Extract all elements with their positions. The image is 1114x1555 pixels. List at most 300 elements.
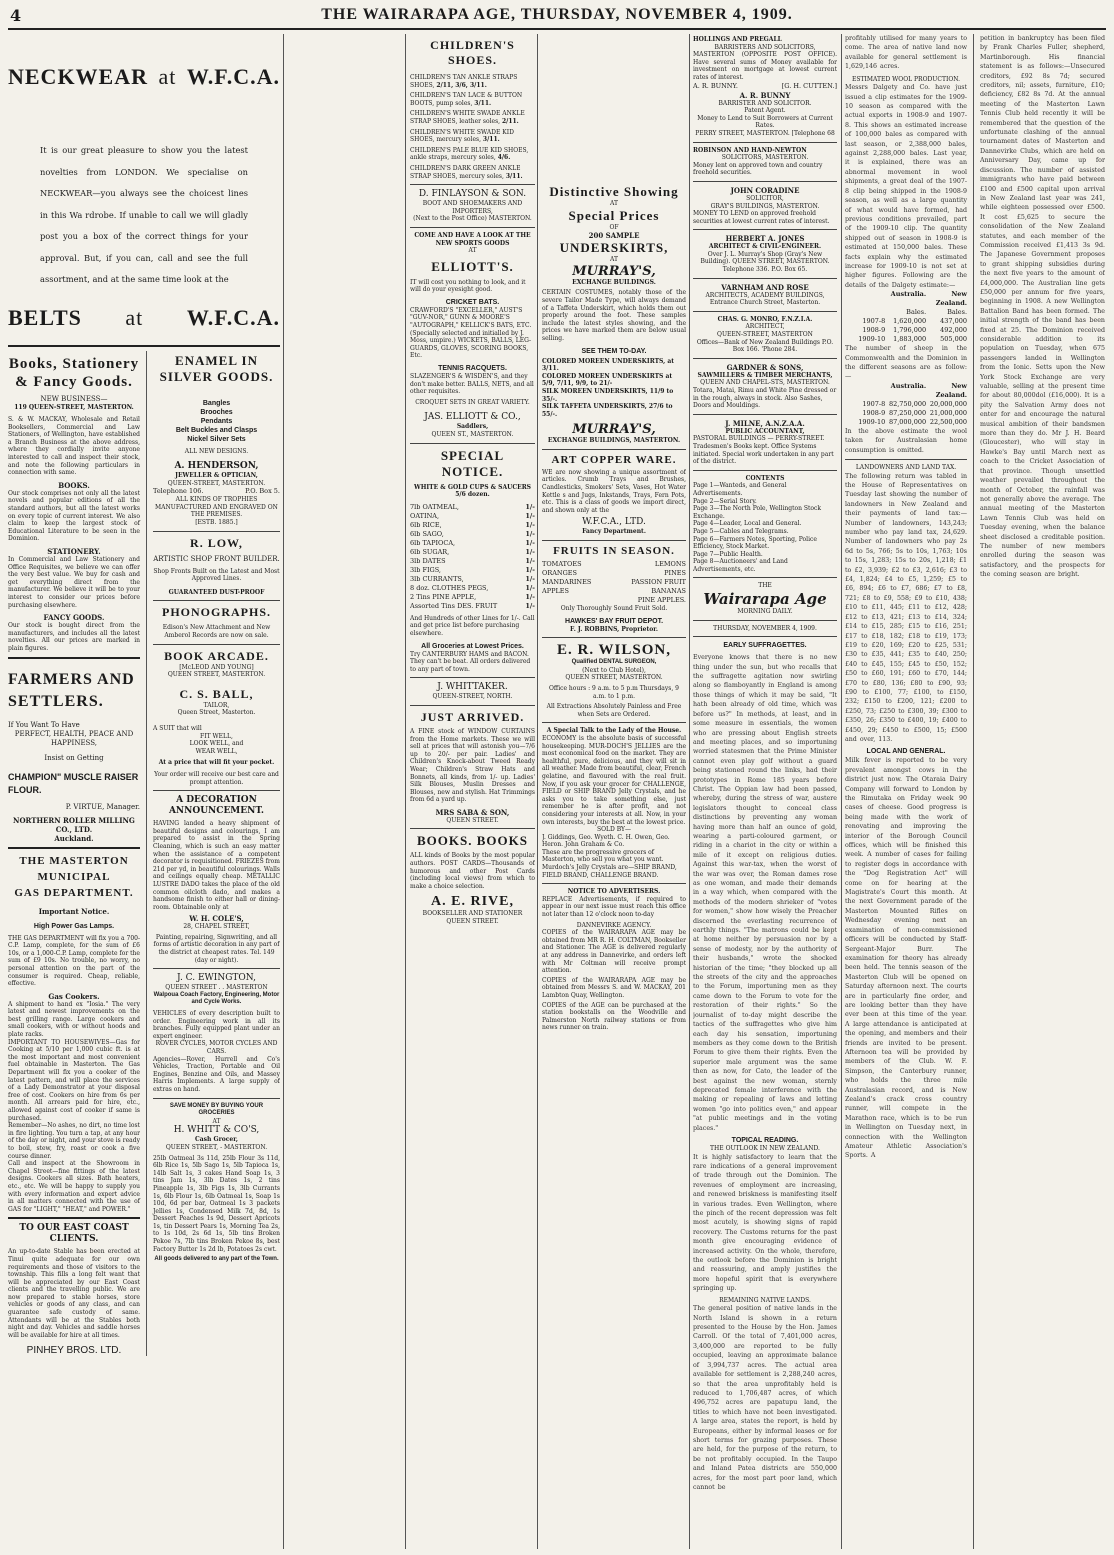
cole-name: W. H. COLE'S, [189, 914, 244, 924]
special-item [410, 575, 535, 584]
ewington-cycles: ROVER CYCLES, MOTOR CYCLES AND CARS. [155, 1040, 278, 1055]
column-4 [542, 34, 686, 1549]
native-continued: profitably utilised for many years to come. The area of native land now available for general settlement is 1,629,146 acres. [845, 35, 968, 71]
special-item [410, 548, 535, 557]
ball-trade: TAILOR, [203, 701, 230, 709]
books-body: S. & W. MACKAY, Wholesale and Retail Booksellers, Commercial and Law Stationers, of Wellington, have established a Branch Business at the above address, where they cordially invite anyone interested to call and inspect their stock, and note the following particulars in connection with same. [8, 416, 140, 477]
children-item [410, 92, 535, 107]
whitt-delivery: All goods delivered to any part of the Town. [154, 1256, 279, 1263]
contents-item: Page 4—Leader, Local and General. [693, 520, 802, 528]
whitt-trade: Cash Grocer, [194, 1136, 239, 1144]
jelly-sold: SOLD BY— [597, 826, 631, 834]
saba-address: QUEEN STREET. [446, 816, 499, 824]
wilson-hours: Office hours : 9 a.m. to 5 p.m Thursdays, 9 a.m. to 1 p.m. [549, 685, 679, 700]
rive-address: QUEEN STREET. [446, 918, 499, 926]
table-row [845, 418, 967, 427]
ewington-name: J. C. EWINGTON, [177, 973, 256, 984]
outlook-heading: THE OUTLOOK IN NEW ZEALAND. [710, 1144, 820, 1152]
special-item-price: 1/- [525, 529, 535, 538]
jones-name: HERBERT A. JONES [725, 234, 805, 244]
suit-line: WEAR WELL, [195, 747, 238, 755]
jelly-sellers-note: These are the progressive grocers of Masterton, who sell you what you want. [542, 848, 664, 864]
children-item-price: 3/11. [474, 99, 492, 107]
table-cell: 505,000 [940, 335, 968, 344]
fruit-name: TOMATOES [542, 560, 582, 569]
cole-text: Painting, repairing, Signwriting, and all forms of artistic decoration in any part of the district at cheapest rates. Tel. 149 (day or night). [153, 933, 280, 964]
special-item-name: 6lb TAPIOCA, [410, 538, 456, 547]
notice-text: REPLACE Advertisements, if required to appear in our next issue must reach this office not later than 12 o'clock noon to-day [542, 895, 686, 919]
samples-count: 200 SAMPLE [588, 231, 640, 241]
cricket-text: CRAWFORD'S "EXCELLER," AUST'S "GUV-NOR," GUNN & MOORE'S "AUTOGRAPH," KELLICK'S BATS, ETC. (Specially selected and initialled by J. Moss, umpire.) WICKETS, BALLS, LEG-GUARDS, GLOVES, SCORING BOOKS, Etc. [410, 306, 532, 360]
stationery-text: In Commercial and Law Stationery and Office Requisites, we believe we can offer the very best value. We buy for cash and get everything direct from the manufacturer. We believe it will be to your interest to consider our prices before purchasing elsewhere. [8, 556, 140, 609]
children-item-name: CHILDREN'S WHITE SWADE ANKLE STRAP SHOES, leather soles, [410, 110, 525, 125]
wool-heading: ESTIMATED WOOL PRODUCTION. [852, 75, 961, 83]
local-continued: petition in bankruptcy has been filed by Frank Charles Fuller, shepherd, Martinborough. His financial statement is as follows:—Unsecured creditors, £92 8s 7d; secured creditors, nil; assets, furniture, £10; deficiency, £82 8s 7d. At the annual meeting of the Masterton Lawn Tennis Club held recently it will be remembered that the question of the unfortunate clashing of the annual tournament dates of Masterton and Dannevirke Clubs, which are held on Anniversary Day, came up for discussion. The number of assisted immigrants who have paid between £100 and £500 capital upon arrival in New Zealand last year was 241, while eighteen possessed over £500. It cost £5,625 to secure the consolidation of the New Zealand statutes, and each member of the Commission received £1,413 3s 9d. The Japanese Government proposes to grant shipping subsidies during the next five years to the amount of £4,000,000. The Australian line gets £50,000 per annum for five years, beginning in 1908. A new Wellington Battalion Band has been formed. The initial strength of the band has been fixed at 25. The Dominion received considerable addition to its population on Tuesday, when 675 passengers landed in Wellington from the Ionic. Setts upon the New York Stock Exchange are very valuable, selling at the present time for about 80,000dol (£16,000). It is a pity the Salvation Army does not enter for and encourage the natural musical ambition of their bandsmen more than they do. Mr J. H. Beard (Gloucester), who will stay in Hawke's Bay until March next as coach to the Cricket Association of that province. Though unsettled weather prevailed throughout the month of October, the rainfall was not generally above the average. The annual meeting of the Masterton Lawn Tennis Club was held on Tuesday evening, when the balance sheet disclosed a creditable position. The number of new members enrolled during the season was satisfactory, and the prospects for the coming season are bright. [980, 35, 1105, 579]
table-cell: 1,796,000 [893, 326, 927, 335]
finlayson-trade: BOOT AND SHOEMAKERS AND IMPORTERS, [422, 200, 523, 215]
children-list [410, 74, 535, 180]
decoration-heading: A DECORATION ANNOUNCEMENT. [168, 795, 265, 817]
special-item [410, 503, 535, 512]
contents-list [693, 482, 837, 573]
fruit-note: Only Thoroughly Sound Fruit Sold. [560, 605, 668, 613]
arcade-address: QUEEN STREET, MASTERTON. [167, 671, 266, 679]
table-cell: 20,000,000 [929, 399, 968, 408]
phono-heading: PHONOGRAPHS. [161, 605, 271, 620]
table-cell: 492,000 [940, 326, 968, 335]
local-text: Milk fever is reported to be very prevalent amongst cows in the district just now. The Otaraia Dairy Company will forward to London by the Rimutaka on Friday week 90 cases of cheese. Good progress is being made with the work of renovating and improving the interior of the Borough Council offices, which will be finished this week. A number of cases for failing to register dogs in accordance with the "Dog Registration Act" will come on for hearing at the Magistrate's Court this month. At the next Government parade of the Masterton Mounted Rifles on Wednesday evening next an examination of non-commissioned officers will be conducted by Staff-Sergeant-Major Burr. The examination for theory has already been held. The tennis season of the Masterton Club will be opened on Saturday afternoon next. The courts are in particularly fine order, and are looking better than they have ever been at this time of the year. A large attendance is anticipated at the opening, and members and their friends are invited to be present. Afternoon tea will be provided by members of the Club. W. F. Simpson, the Canterbury runner, who holds the three mile Australasian record, and is New Zealand's crack cross country runner, will compete in the Marathon race, which is to be run in Wellington on Tuesday next, in connection with the Wellington Amateur Athletic Association's Sports. A [845, 757, 968, 1160]
elliott-name: ELLIOTT'S. [431, 258, 514, 274]
table-subheader [845, 308, 967, 317]
contents-item: Page 6—Farmers Notes, Sporting, Police Efficiency, Stock Market. [693, 535, 817, 551]
wool-text-2: The number of sheep in the Commonwealth and the Dominion in the different seasons are as follow:— [845, 345, 968, 381]
low-text: Shop Fronts Built on the Latest and Most Approved Lines. [153, 567, 280, 583]
special-item [410, 593, 535, 602]
murray-address: EXCHANGE BUILDINGS. [572, 278, 656, 286]
sports-heading: COME AND HAVE A LOOK AT THE NEW SPORTS GOODS [414, 231, 531, 247]
murray-address-2: EXCHANGE BUILDINGS, MASTERTON. [547, 437, 681, 445]
farmers-line: PERFECT, HEALTH, PEACE AND HAPPINESS, [14, 729, 134, 747]
special-prices: Special Prices [568, 207, 660, 223]
whittaker-name: J. WHITTAKER. [437, 682, 508, 693]
table-cell: New Zealand. [935, 290, 968, 308]
special-item [410, 584, 535, 593]
children-item-price: 4/6. [497, 154, 511, 162]
table-row [845, 400, 967, 409]
gas-lamps: High Power Gas Lamps. [33, 922, 115, 930]
arrived-text: A FINE stock of WINDOW CURTAINS from the Home markets. These we will sell at prices that will astonish you—7/6 up to 20/- per pair. Ladies' and Children's Knock-about Tweed Ready Wear; Children's Straw Hats and Bonnets, all kinds, from 1/- up. Ladies' Silk Blouses, Muslin Dresses and Blouses, new and stylish. Hat Trimmings from 6d a yard up. [410, 727, 535, 804]
fruit-row [542, 578, 686, 587]
henderson-address: QUEEN-STREET, MASTERTON. [167, 479, 266, 487]
holling-name: HOLLINGS AND PREGALL [693, 36, 782, 43]
finlayson-name: D. FINLAYSON & SON. [418, 189, 527, 200]
ewington-agencies: Agencies—Rover, Hurrell and Co's Vehicles, Traction, Portable and Oil Engines, Benzine and Oils, and Massey Harris Implements. A large supply of extras on hand. [152, 1055, 280, 1093]
enamel-item: Pendants [200, 417, 233, 425]
enamel-list [153, 399, 280, 444]
sports-at: AT [468, 247, 477, 255]
save-heading: SAVE MONEY BY BUYING YOUR GROCERIES [169, 1102, 264, 1117]
distinctive-at: AT [609, 200, 618, 207]
special-item [410, 512, 535, 521]
whittaker-address: QUEEN-STREET, NORTH. [432, 693, 513, 701]
suit-note: Your order will receive our best care and prompt attention. [154, 770, 279, 786]
children-item-name: CHILDREN'S TAN ANKLE STRAPS SHOES, [410, 74, 518, 89]
special-item-price: 1/- [525, 547, 535, 556]
special-item-name: 6lb SAGO, [410, 529, 444, 538]
special-item-name: 3lb FIGS, [410, 565, 441, 574]
fancy-text: Our stock is bought direct from the manufacturers, and includes all the latest novelties. All our prices are marked in plain figures. [8, 622, 140, 652]
books-text-2: ALL kinds of Books by the most popular authors. POST CARDS—Thousands of humorous and other Post Cards (including local views) from which to make a choice selection. [410, 852, 535, 890]
leader-text: Everyone knows that there is no new thing under the sun, but who recalls that the suffragette agitation now swirling along so flamboyantly in England is among those things of which it may be said, "It hath been already of old time, which was before us?" In methods, at least, and in some measure in essentials, the women who are pressing about English streets and meeting places, and so importuning worried statesmen that the Prime Minister cannot even play golf without a guard being stationed round the links, had their prototypes in Rome 185 years before Christ. The Oppian law had been passed, whereby, during the stress of war, austere legislators thought to conceal class distinctions by preventing any woman having more than half an ounce of gold, wearing a parti-coloured garment, or riding in a chariot in the city or within a mile of it except on religious duties. Against this war-tax, when the worst of the war was over, the Roman dames rose as one woman, and made their demands in a way which, when compared with the methods of the modern shrieker of "votes for women," show how wisely the Preacher discerned the everlasting recurrence of earthly things. "The matrons could be kept at home neither by persuasion nor by a sense of modesty, nor by the authority of their husbands," wrote the shocked historian of the time; "they blocked up all the streets of the city and the approaches to the Forum, importuning men as they came down to the Forum to vote for the restoration of their rights." So the journalist of to-day might describe the tactics of the suffragettes who give him each day his sensation, importuning members as they come down to the British Forum to give them their rights. Even the superior male argument was the same then as now, for Cato, the leader of the best against the new woman, sternly deprecated female interference with the making or repealing of laws and letting women "go into politics even," and appear "at public meetings and in the voting places." [693, 654, 837, 1132]
table-cell: Bales. [947, 308, 968, 317]
ball-name: C. S. BALL, [179, 686, 254, 701]
leader-heading: EARLY SUFFRAGETTES. [723, 642, 807, 650]
suit-list [153, 733, 280, 756]
fruit-name: APPLES [542, 587, 569, 596]
column-6a [845, 34, 967, 1549]
fruit-name: PINE APPLES. [637, 596, 686, 605]
special-heading: SPECIAL NOTICE. [440, 447, 505, 479]
children-heading: CHILDREN'S SHOES. [430, 38, 515, 67]
bunny-address: PERRY STREET, MASTERTON. [Telephone 68 [695, 129, 835, 137]
bunny-name: A. R. BUNNY [739, 90, 791, 100]
special-item [410, 521, 535, 530]
wool-text-3: In the above estimate the wool taken for Australasian home consumption is omitted. [845, 427, 968, 454]
distinctive-heading: Distinctive Showing [549, 184, 679, 199]
henderson-established: [ESTB. 1885.] [195, 519, 238, 527]
tennis-text: SLAZENGER'S & WISDEN'S, and they don't make better. BALLS, NETS, and all other requisites. [410, 373, 534, 396]
lowest-heading: All Groceries at Lowest Prices. [421, 642, 524, 650]
gardner-trade: SAWMILLERS & TIMBER MERCHANTS, [697, 371, 833, 379]
jelly-heading: A Special Talk to the Lady of the House. [546, 727, 682, 735]
bunny-money: Money to Lend to Suit Borrowers at Current Rates. [697, 114, 833, 130]
fruit-name: ORANGES [542, 569, 577, 578]
underskirts-heading: UNDERSKIRTS, [559, 240, 669, 256]
topical-text: It is highly satisfactory to learn that the rare indications of a general improvement of trade through out the Dominion. The revenues of employment are increasing, and renewed briskness is manifesting itself in various trades. Even Wellington, where the pinch of the recent depression was felt most acutely, is showing signs of rapid recovery. The Customs returns for the past month give encouraging evidence of increased activity. On the whole, therefore, the outlook before the Dominion is bright and reassuring, and amply justifies the more hopeful spirit that is everywhere springing up. [693, 1153, 837, 1293]
local-heading: LOCAL AND GENERAL. [866, 748, 946, 756]
special-item-name: 2 Tins PINE APPLE, [410, 592, 477, 601]
gas-text: A shipment to hand ex "Iosia." The very latest and newest improvements on the best grilling range. Large cookers and small cookers, with or without hoods and plate racks. [8, 1000, 140, 1039]
fruit-name: PASSION FRUIT [631, 578, 686, 587]
masthead [8, 0, 1106, 30]
gardner-name: GARDNER & SONS, [726, 362, 804, 372]
children-item [410, 110, 535, 125]
wilson-location: (Next to Club Hotel), [582, 666, 646, 674]
special-item-price: 1/- [525, 574, 535, 583]
wool-text: Messrs Dalgety and Co. have just issued a clip estimates for the 1909-10 season as compared with the actual exports in 1908-9 and 1907-8. This shows an estimated increase of 100,000 bales as compared with last season, or 2,388,000 bales, against 2,288,000 bales. Last year, it is explained, there was an abnormal movement in wool shipments, a great deal of the 1907-8 clip being shipped in the 1908-9 season, as well as a large quantity of what would have formed, had previous conditions prevailed, part of the 1909-10 clip. The quantity shipped out of season in 1908-9 is estimated at 150,000 bales. These facts explain why the estimated increase for 1909-10 is not set at higher figures. Following are the details of the Dalgety estimate:— [845, 84, 968, 289]
farmers-signature: P. VIRTUE, Manager. [65, 802, 140, 811]
wfca-dept: Fancy Department. [582, 528, 646, 536]
dannevirke-heading: DANNEVIRKE AGENCY. [576, 921, 652, 929]
flour-product: CHAMPION" MUSCLE RAISER FLOUR. [8, 771, 139, 795]
silk-price: SILK TAFFETA UNDERSKIRTS, 27/6 to 55/-. [542, 403, 673, 418]
gas-heading: GAS DEPARTMENT. [14, 886, 134, 899]
bunny-patent: Patent Agent. [744, 107, 786, 115]
neckwear-body: It is our great pleasure to show you the latest novelties from LONDON. We specialise on NECKWEAR—you always see the choicest lines in this Wa rdrobe. If unable to call we will gladly post you a box of the correct things for your approval. But, if you can, call and see the full assortment, and at the same time look at the [40, 145, 248, 284]
save-at: AT [212, 1117, 221, 1125]
enamel-item: Brooches [200, 408, 233, 416]
monro-trade: ARCHITECT, [745, 323, 785, 331]
jelly-brands: Murdoch's Jelly Crystals are—SHIP BRAND, FIELD BRAND, CHALLENGE BRAND. [542, 864, 677, 879]
whitt-name: H. WHITT & CO'S, [173, 1125, 260, 1136]
suit-line: FIT WELL, [200, 732, 233, 740]
special-text: And Hundreds of other Lines for 1/-. Call and get price list before purchasing elsewhere. [410, 614, 535, 637]
contents-item: Page 3—The North Pole, Wellington Stock Exchange. [693, 505, 822, 520]
children-item-name: CHILDREN'S WHITE SWADE KID SHOES, mercury soles, [410, 128, 514, 144]
hawkes-heading: HAWKES' BAY FRUIT DEPOT. [564, 617, 664, 625]
fruit-name: LEMONS [654, 560, 686, 569]
table-cell: 87,000,000 [888, 417, 927, 426]
gas-text: IMPORTANT TO HOUSEWIVES—Gas for Cooking at 5/10 per 1,000 cubic ft. is at the most important and most convenient fuel obtainable in Masterton. The Gas Department will fix you a cooker of the latest pattern, and will place the services of a Lady Demonstrator at your disposal free of cost. Cookers on hire from 6s per month. All arrears paid for hire, etc., allowed against cost of cooker if same is purchased. [8, 1038, 140, 1122]
books-sub: NEW BUSINESS— [40, 394, 108, 403]
table-cell: 1,620,000 [893, 317, 927, 326]
table-cell: 21,000,000 [929, 408, 968, 417]
enamel-item: Bangles [202, 399, 231, 407]
fruit-row [542, 596, 686, 605]
children-item-price: 3/11. [482, 136, 500, 144]
children-item-name: CHILDREN'S TAN LACE & BUTTON BOOTS, pump soles, [410, 92, 523, 107]
wool-table-1 [845, 290, 967, 344]
gas-heading: MUNICIPAL [37, 870, 111, 883]
jas-address: QUEEN ST., MASTERTON. [431, 431, 514, 438]
books-heading: Books, Stationery & Fancy Goods. [8, 355, 140, 390]
special-item [410, 566, 535, 575]
books-heading-2: BOOKS. BOOKS [417, 833, 528, 849]
henderson-tel: Telephone 106. [152, 487, 204, 496]
coradine-trade: SOLICITOR, [746, 194, 784, 202]
column-rule [283, 34, 284, 1549]
fruit-name: MANDARINES [542, 578, 592, 587]
contents-item: Page 7—Public Health. [693, 550, 763, 558]
special-item-name: 3lb CURRANTS, [410, 574, 464, 583]
henderson-box: P.O. Box 5. [245, 487, 280, 496]
henderson-trophies: ALL KINDS OF TROPHIES MANUFACTURED AND ENGRAVED ON THE PREMISES. [155, 496, 278, 519]
costumes-text: CERTAIN COSTUMES, notably those of the severe Tailor Made Type, will always demand of a Taffeta Underskirt, which holds them out properly around the foot. These samples include the latest styles showing, and the prices we have marked them are below usual selling. [542, 289, 686, 342]
coradine-address: GRAY'S BUILDINGS, MASTERTON. [710, 202, 820, 210]
land-text: The following return was tabled in the House of Representatives on Tuesday last showing the number of landowners in New Zealand and their payments of land tax:—Number of landowners, 143,243; number who pay land tax, 24,629. Number of landowners who pay 2s 6d to 5s, 766; 5s to 10s, 1,763; 10s to 15s, 1,283; 15s to 20s, 1,218; £1 to £2, 3,939; £2 to £3, 2,616; £3 to £4, 1,824; £4 to £5, 1,259; £5 to £6, 894; £6 to £7, 686; £7 to £8, 721; £8 to £9, 558; £9 to £10, 438; £10 to £11, 445; £11 to £12, 428; £12 to £13, 421; £13 to £14, 324; £14 to £15, 285; £15 to £16, 251; £17 to £18, 182; £18 to £19, 173; £19 to £20, 169; £20 to £25, 531; £30 to £35, 441; £35 to £40, 250; £40 to £45, 155; £45 to £50, 152; £50 to £60, 191; £60 to £70, 144; £70 to £80, 136; £80 to £90, 93; £90 to £100, 77; £100, to £150, 232; £150 to £200, 121; £200 to £250, 73; £250 to £300, 39; £300 to £350, 26; £350 to £400, 19; £400 to £450, 29; £450 to £500, 15; £500 and over, 113. [845, 472, 968, 743]
belts-heading: BELTS [8, 304, 82, 330]
column-rule [405, 34, 406, 1549]
special-item-price: 1/- [525, 511, 535, 520]
ewington-text: VEHICLES of every description built to order. Engineering work in all its branches. Fully equipped plant under an expert engineer. [152, 1010, 280, 1040]
special-item-price: 1/- [525, 520, 535, 529]
table-cell [845, 290, 885, 308]
table-cell: 1909-10 [858, 417, 886, 426]
fruits-heading: FRUITS IN SEASON. [553, 545, 675, 558]
special-item-price: 1/- [525, 538, 535, 547]
children-item [410, 147, 535, 162]
holling-text: MASTERTON (OPPOSITE POST OFFICE). Have several sums of Money available for investment on mortgage at lowest current rates of interest. [693, 51, 837, 81]
table-cell: 22,500,000 [929, 417, 968, 426]
cole-address: 28, CHAPEL STREET, [183, 923, 250, 931]
jones-phone: Telephone 336. P.O. Box 65. [722, 266, 808, 274]
robinson-address: SOLICITORS, MASTERTON. [721, 154, 809, 162]
gas-notice: Important Notice. [38, 906, 110, 916]
table-row [845, 326, 967, 335]
wfca-name: W.F.C.A., LTD. [582, 517, 646, 528]
table-cell [845, 308, 885, 317]
gas-text: Remember—No ashes, no dirt, no time lost in fire lighting. You turn a tap, at any hour of the day or night, and your stove is ready to boil, stew, fry, roast or cook a five course dinner. [8, 1122, 140, 1160]
special-item-price: 1/- [525, 556, 535, 565]
children-item-price: 2/11, 3/6, 3/11. [436, 81, 487, 89]
column-3 [290, 34, 401, 1549]
gas-heading: THE MASTERTON [19, 854, 129, 867]
table-cell: Bales. [906, 308, 927, 317]
wellington-text: COPIES of the WAIRARAPA AGE may be obtained from Messrs S. and W. MACKAY, 201 Lambton Quay, Wellington. [542, 976, 686, 999]
wool-table-2 [845, 382, 967, 427]
enamel-item: Belt Buckles and Clasps [175, 426, 258, 434]
arrived-heading: JUST ARRIVED. [420, 709, 525, 724]
belts-at: at [125, 304, 144, 330]
table-cell: Australia. [890, 381, 927, 390]
notice-heading: NOTICE TO ADVERTISERS. [567, 888, 661, 896]
special-item [410, 557, 535, 566]
wilson-address: QUEEN STREET, MASTERTON. [565, 674, 663, 682]
paper-daily: MORNING DAILY. [737, 608, 793, 616]
table-row [845, 317, 967, 326]
dannevirke-text: COPIES of the WAIRARAPA AGE may be obtained from MR R. H. COLTMAN, Bookseller and Stationer. The AGE is delivered regularly at any address in Dannevirke, and orders left with Mr Coltman will receive prompt attention. [542, 929, 686, 975]
special-item-price: 1/- [525, 565, 535, 574]
gas-advert [8, 853, 140, 1214]
ewington-address: QUEEN STREET . . MASTERTON [165, 984, 268, 992]
table-cell: 1909-10 [858, 335, 886, 344]
jelly-sellers: J. Giddings, Geo. Wyeth. C. H. Owen, Geo. Heron. John Graham & Co. [542, 833, 670, 849]
henderson-trade: JEWELLER & OPTICIAN, [175, 472, 258, 480]
decoration-text: HAVING landed a heavy shipment of beautiful designs and colourings, I am prepared to assist in the Spring Cleaning, which is such an easy matter when the assistance of a competent decorator is requisitioned. FRIEZES from 21d per yd, in beautiful colourings. Walls and ceilings equally cheap. METALLIC LUSTRE DADO takes the place of the old common oilcloth dado, and makes a handsome finish to either hall or dining-room. Obtainable only at [152, 820, 280, 911]
books-text: Our stock comprises not only all the latest novels and popular editions of all the standard authors, but all the latest works on every topic of current interest. We also claim to keep the largest stock of Educational Literature to be seen in the Dominion. [8, 489, 140, 543]
table-cell: 82,750,000 [888, 399, 927, 408]
contents-item: Page 1—Wanteds, and General Advertisements. [693, 482, 787, 497]
copper-text: WE are now showing a unique assortment of articles. Crumb Trays and Brushes, Candlesticks, Smokers' Sets, Vases, Hot Water Kettle s and Jugs, Inkstands, Trays, Fern Pots, etc. This is a class of goods we import direct, and shown only at the [542, 468, 686, 514]
children-item [410, 74, 535, 89]
special-item-name: 7lb OATMEAL, [410, 502, 459, 511]
children-item-price: 2/11. [501, 117, 519, 125]
monro-address: QUEEN-STREET, MASTERTON [717, 331, 813, 339]
milling-town: Auckland. [54, 833, 94, 843]
farmers-line: Insist on Getting [44, 753, 104, 762]
column-6b [980, 34, 1105, 1549]
special-item-price: 1/- [525, 583, 535, 592]
saba-name: MRS SABA & SON, [435, 807, 510, 817]
table-row [845, 335, 967, 344]
fruit-name: BANANAS [651, 587, 686, 596]
moreen-price: COLORED MOREEN UNDERSKIRTS at 5/9, 7/11, 9/9, to 21/- [542, 372, 673, 388]
fruit-name: PINES [664, 569, 686, 578]
rive-trade: BOOKSELLER AND STATIONER [422, 910, 523, 918]
special-subheading: WHITE & GOLD CUPS & SAUCERS 5/6 dozen. [413, 483, 532, 499]
robinson-text: Money lent on approved town and country freehold securities. [693, 161, 823, 177]
suit-lead: A SUIT that will [152, 725, 202, 732]
fancy-heading: FANCY GOODS. [43, 613, 105, 623]
table-cell: 1907-8 [862, 399, 886, 408]
enamel-note: ALL NEW DESIGNS. [184, 447, 249, 455]
page-number: 4 [10, 6, 22, 25]
neckwear-heading: NECKWEAR [8, 64, 149, 89]
varnham-trade: ARCHITECTS, ACADEMY BUILDINGS, [705, 291, 825, 299]
table-cell: Australia. [890, 290, 927, 299]
contents-item: Page 8—Auctioneers' and Land Advertisements, etc. [693, 558, 788, 573]
arcade-owners: [McLEOD AND YOUNG] [179, 663, 254, 671]
masthead-title: THE WAIRARAPA AGE, THURSDAY, NOVEMBER 4, 1909. [321, 6, 793, 23]
stations-text: COPIES of the AGE can be purchased at the station bookstalls on the Woodville and Palmerston North railway stations or from news runner on train. [542, 1001, 686, 1032]
column-6 [845, 34, 1105, 1549]
coradine-text: MONEY TO LEND on approved freehold securities at lowest current rates of interest. [693, 210, 830, 225]
table-header [845, 290, 967, 308]
table-cell: 1,883,000 [893, 335, 927, 344]
native-text: The general position of native lands in the North Island is shown in a return presented to the House by the Hon. James Carroll. Of the total of 7,401,000 acres, 3,400,000 are reported to be fully occupied, leaving an approximate balance of 3,994,737 acres. The actual area available for settlement is 2,288,240 acres, so that the area unprofitably held is reduced to 1,706,487 acres, of which 496,752 acres are papatupu land, the titles to which have not been investigated. A large area, states the report, is held by Europeans, either by informal leases or for short terms for grazing purposes. These are held, for the purpose of the return, to be not profitably occupied. In the Taupo and Inland Patea districts are 550,000 acres, for the most part poor land, which cannot be [693, 1305, 837, 1491]
henderson-name: A. HENDERSON, [174, 461, 259, 472]
milne-name: J. MILNE, A.N.Z.A.A. [725, 418, 805, 428]
neckwear-advert [8, 34, 280, 331]
books-advert [8, 351, 140, 1357]
contents-heading: CONTENTS [745, 474, 785, 482]
paper-the: THE [758, 582, 772, 590]
cricket-heading: CRICKET BATS. [445, 298, 500, 306]
pinhey-name: PINHEY BROS. LTD. [26, 1345, 122, 1357]
holling-trade: BARRISTERS AND SOLICITORS, [714, 43, 816, 51]
fruit-row [542, 587, 686, 596]
books-address: 119 QUEEN-STREET, MASTERTON. [14, 403, 134, 411]
copper-heading: ART COPPER WARE. [551, 453, 677, 466]
fruit-row [542, 560, 686, 569]
column-rule [537, 34, 538, 1549]
stationery-heading: STATIONERY. [47, 547, 101, 556]
clients-text: An up-to-date Stable has been erected at Tinui quite adequate for our own requirements and those of visitors to the township. This fills a long felt want that will be appreciated by our East Coast clients and the travelling public. We are now prepared to stable horses, store vehicles or goods of any class, and can guarantee safe custody of same. Attendants will be at the Stables both night and day. Vehicles and saddle horses will be available for hire at all times. [8, 1248, 140, 1339]
children-item-name: CHILDREN'S DARK GREEN ANKLE STRAP SHOES, mercury soles, [410, 164, 521, 180]
paper-name: Wairarapa Age [703, 590, 827, 609]
jelly-text: ECONOMY is the absolute basis of successful housekeeping. MUR-DOCH'S JELLIES are the most economical food on the market. They are healthful, pure, delicious, and they will sit in all weather. Made from beautiful, clear, French gelatine, and flavoured with the real fruit. Now, if you ask your grocer for CHALLENGE, FIELD or SHIP BRAND Jelly Crystals, and he asks you to take something else, just remember he is after profit, and not considering your interests at all. Now, in your own interests, buy the best at the lowest price. [542, 734, 686, 826]
fruit-list [542, 560, 686, 605]
milne-trade: PUBLIC ACCOUNTANT, [725, 427, 805, 435]
special-item-price: 1/- [525, 601, 535, 610]
low-guarantee: GUARANTEED DUST-PROOF [168, 588, 265, 596]
topical-heading: TOPICAL READING. [731, 1136, 799, 1144]
table-cell: 1907-8 [862, 317, 886, 326]
farmers-line: If You Want To Have [8, 720, 80, 729]
underskirts-at: AT [609, 256, 618, 264]
murray-name: MURRAY'S, [572, 263, 656, 279]
monro-offices: Offices—Bank of New Zealand Buildings P.O. Box 166. 'Phone 284. [696, 338, 834, 354]
special-of: OF [609, 223, 619, 231]
milling-company: NORTHERN ROLLER MILLING CO., LTD. [13, 815, 135, 834]
table-row [845, 409, 967, 418]
children-item [410, 129, 535, 144]
farmers-heading: FARMERS AND SETTLERS. [8, 670, 135, 710]
arcade-heading: BOOK ARCADE. [164, 648, 269, 663]
neckwear-shop: W.F.C.A. [186, 64, 280, 89]
murray-name-2: MURRAY'S, [572, 422, 656, 438]
clients-heading: TO OUR EAST COAST CLIENTS. [19, 1223, 129, 1245]
special-item-name: 3lb DATES [410, 556, 446, 565]
ball-address: Queen Street, Masterton. [177, 709, 256, 717]
special-item-name: 8 doz. CLOTHES PEGS, [410, 583, 489, 592]
special-item [410, 530, 535, 539]
elliott-text: IT will cost you nothing to look, and it will do your eyesight good. [410, 278, 526, 294]
enamel-item: Nickel Silver Sets [187, 435, 246, 443]
moreen-price: COLORED MOREEN UNDERSKIRTS, at 3/11. [542, 357, 675, 373]
special-item-price: 1/- [525, 502, 535, 511]
children-item-name: CHILDREN'S PALE BLUE KID SHOES, ankle straps, mercury soles, [410, 146, 529, 162]
enamel-heading: ENAMEL IN SILVER GOODS. [159, 352, 274, 384]
special-item [410, 602, 535, 611]
table-header [845, 382, 967, 400]
table-cell: 87,250,000 [888, 408, 927, 417]
gardner-address: QUEEN AND CHAPEL-STS, MASTERTON. [700, 379, 830, 387]
whitt-prices: 25lb Oatmeal 3s 11d, 25lb Flour 3s 11d, 6lb Rice 1s, 5lb Sago 1s, 5lb Tapioca 1s, 14lb Salt 1s, 3 cakes Hand Soap 1s, 3 tins Jam 1s, 3lb Dates 1s, 2 tins Pineapple 1s, 3lb Figs 1s, 3lb Currants 1s, 6lb Flour 1s, 6lb Oatmeal 1s, Soap 1s 10d, 6d per bar, Oatmeal 1s 3 packets Jellies 1s, Condensed Milk 7d, 8d, 1s Dessert Peaches 1s 9d, Dessert Apricots 1s, tin Dessert Pears 1s, Morning Tea 2s, to 1s 10d, 2s 6d 1s, 5lb tins Broken Pekoe 7s, 7lb tins Broken Pekoe 8s, best Factory Butter 1s 2d lb, Potatoes 2s cwt. [152, 1154, 280, 1253]
gardner-text: Totara, Matai, Rimu and White Pine dressed or in the rough, always in stock. Also Sashes, Doors and Mouldings. [693, 387, 837, 410]
see-today: SEE THEM TO-DAY. [581, 347, 647, 355]
column-1 [8, 34, 280, 1549]
